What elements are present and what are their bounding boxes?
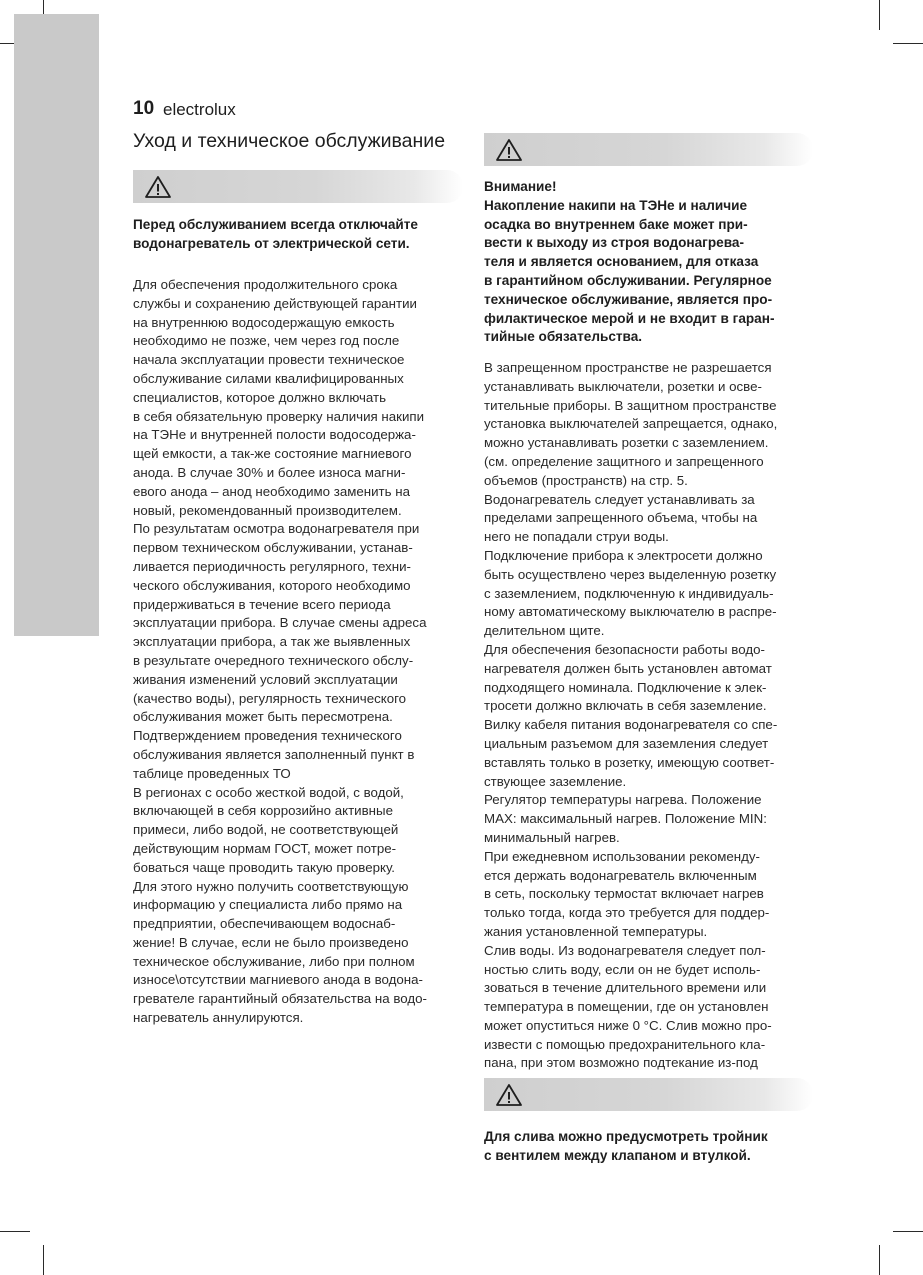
text-line: MAX: максимальный нагрев. Положение MIN: [484,811,767,827]
text-line: пределами запрещенного объема, чтобы на [484,510,758,526]
text-line: быть осуществлено через выделенную розетку [484,566,777,582]
text-line: Для обеспечения продолжительного срока [133,277,398,292]
text-line: вести к выходу из строя водонагрева- [484,235,744,251]
text-line: В запрещенном пространстве не разрешается [484,360,772,375]
warning-text-left [133,216,463,254]
text-line: в результате очередного технического обслу- [133,652,414,668]
warning-triangle-icon [495,138,523,162]
text-line: Перед обслуживанием всегда отключайте [133,217,418,232]
text-line: только тогда, когда это требуется для поддер- [484,905,770,921]
text-line: анода. В случае 30% и более износа магни- [133,464,406,480]
text-line: гревателе гарантийный обязательства на водо- [133,991,427,1007]
text-line: обслуживания является заполненный пункт в [133,746,415,762]
section-title: Уход и техническое обслуживание [133,130,446,152]
text-line: Вилку кабеля питания водонагревателя со спе- [484,717,778,733]
page-number: 10 [133,98,155,119]
warning-triangle-icon [144,175,172,199]
text-line: евого анода – анод необходимо заменить на [133,483,411,499]
text-line: может опуститься ниже 0 °C. Слив можно про- [484,1017,772,1033]
text-line: водонагреватель от электрической сети. [133,235,410,251]
text-line: Подтверждением проведения технического [133,728,402,744]
text-line: По результатам осмотра водонагревателя при [133,521,420,537]
text-line: осадка во внутреннем баке может при- [484,216,748,232]
text-line: делительном щите. [484,623,605,639]
text-line: жания установленной температуры. [484,923,708,939]
text-line: щей емкости, а так-же состояние магниевого [133,446,412,462]
warning-text-right [484,178,819,347]
right-body-text [484,359,819,1092]
text-line: подходящего номинала. Подключение к элек- [484,679,767,695]
text-line: техническое обслуживание, является про- [484,291,773,307]
text-line: с вентилем между клапаном и втулкой. [484,1147,751,1163]
text-line: ется держать водонагреватель включенным [484,867,757,883]
text-line: вставлять только в розетку, имеющую соответ- [484,754,775,770]
text-line: Регулятор температуры нагрева. Положение [484,792,762,808]
text-line: придерживаться в течение всего периода [133,596,391,612]
text-line: В регионах с особо жесткой водой, с водой, [133,784,404,800]
text-line: эксплуатации прибора. В случае смены адреса [133,615,427,631]
text-line: таблице проведенных ТО [133,765,291,781]
text-line: включающей в себя коррозийно активные [133,803,393,819]
crop-mark [893,1231,923,1232]
text-line: объемов (пространств) на стр. 5. [484,472,688,488]
text-line: техническое обслуживание, либо при полном [133,953,415,969]
text-line: боваться чаще проводить такую проверку. [133,859,395,875]
text-line: Для обеспечения безопасности работы водо- [484,641,765,657]
text-line: износе\отсутствии магниевого анода в водона- [133,972,423,988]
text-line: Слив воды. Из водонагревателя следует пол- [484,942,766,958]
text-line: на внутреннюю водосодержащую емкость [133,314,395,330]
text-line: извести с помощью предохранительного кла- [484,1036,766,1052]
text-line: необходимо не позже, чем через год после [133,333,400,349]
text-line: информацию у специалиста либо прямо на [133,897,403,913]
text-line: обслуживания может быть пересмотрена. [133,709,393,725]
text-line: Для слива можно предусмотреть тройник [484,1129,768,1144]
text-line: теля и является основанием, для отказа [484,254,759,270]
text-line: можно устанавливать розетки с заземлением. [484,435,769,451]
text-line: минимальный нагрев. [484,829,620,845]
text-line: ствующее заземление. [484,773,627,789]
text-line: тросети должно включать в себя заземление. [484,698,767,714]
text-line: службы и сохранению действующей гарантии [133,295,417,311]
text-line: ному автоматическому выключателю в распре- [484,604,777,620]
crop-mark [879,0,880,30]
crop-mark [43,1245,44,1275]
text-line: эксплуатации прибора, а так же выявленных [133,634,411,650]
text-line: действующим нормам ГОСТ, может потре- [133,840,397,856]
text-line: обслуживание силами квалифицированных [133,370,404,386]
text-line: в себя обязательную проверку наличия накипи [133,408,425,424]
text-line: нагреватель аннулируются. [133,1010,304,1026]
text-line: в гарантийном обслуживании. Регулярное [484,272,772,288]
crop-mark [893,43,923,44]
crop-mark [879,1245,880,1275]
text-line: филактическое мерой и не входит в гаран- [484,310,775,326]
brand-name: electrolux [163,100,236,119]
text-line: устанавливать выключатели, розетки и осве- [484,378,762,394]
text-line: ностью слить воду, если он не будет исполь- [484,961,761,977]
text-line: установка выключателей запрещается, однако, [484,416,778,432]
text-line: Подключение прибора к электросети должно [484,547,763,563]
text-line: Для этого нужно получить соответствующую [133,878,409,894]
text-line: (качество воды), регулярность технического [133,690,407,706]
warning-triangle-icon [495,1083,523,1107]
text-line: живания изменений условий эксплуатации [133,671,398,687]
text-line: ческого обслуживания, которого необходимо [133,577,411,593]
text-line: новый, рекомендованный производителем. [133,502,402,518]
text-line: зоваться в течение длительного времени или [484,980,767,996]
text-line: температура в помещении, где он установлен [484,999,769,1015]
text-line: с заземлением, подключенную к индивидуаль- [484,585,774,601]
warning-bar-left [133,170,463,203]
text-line: циальным разъемом для заземления следует [484,735,769,751]
text-line: в сеть, поскольку термостат включает нагрев [484,886,764,902]
text-line: ливается периодичность регулярного, техни- [133,558,411,574]
text-line: При ежедневном использовании рекоменду- [484,848,760,864]
text-line: нагревателя должен быть установлен автомат [484,660,772,676]
text-line: пана, при этом возможно подтекание из-под [484,1055,758,1071]
side-tab [14,14,99,636]
text-line: него не попадали струи воды. [484,529,669,545]
text-line: примеси, либо водой, не соответствующей [133,822,399,838]
left-body-text [133,276,463,1028]
warning-text-right-second [484,1128,819,1166]
text-line: тительные приборы. В защитном пространстве [484,397,777,413]
text-line: Внимание! [484,179,557,194]
text-line: предприятии, обеспечивающем водоснаб- [133,916,396,932]
text-line: первом техническом обслуживании, устанав- [133,540,413,556]
text-line: Накопление накипи на ТЭНе и наличие [484,197,748,213]
text-line: начала эксплуатации провести техническое [133,352,405,368]
text-line: специалистов, которое должно включать [133,389,387,405]
crop-mark [0,1231,30,1232]
text-line: жение! В случае, если не было произведено [133,934,409,950]
warning-bar-right-second [484,1078,813,1111]
text-line: тийные обязательства. [484,329,643,345]
text-line: на ТЭНе и внутренней полости водосодержа- [133,427,416,443]
text-line: (см. определение защитного и запрещенного [484,453,764,469]
warning-bar-right [484,133,813,166]
text-line: Водонагреватель следует устанавливать за [484,491,755,507]
